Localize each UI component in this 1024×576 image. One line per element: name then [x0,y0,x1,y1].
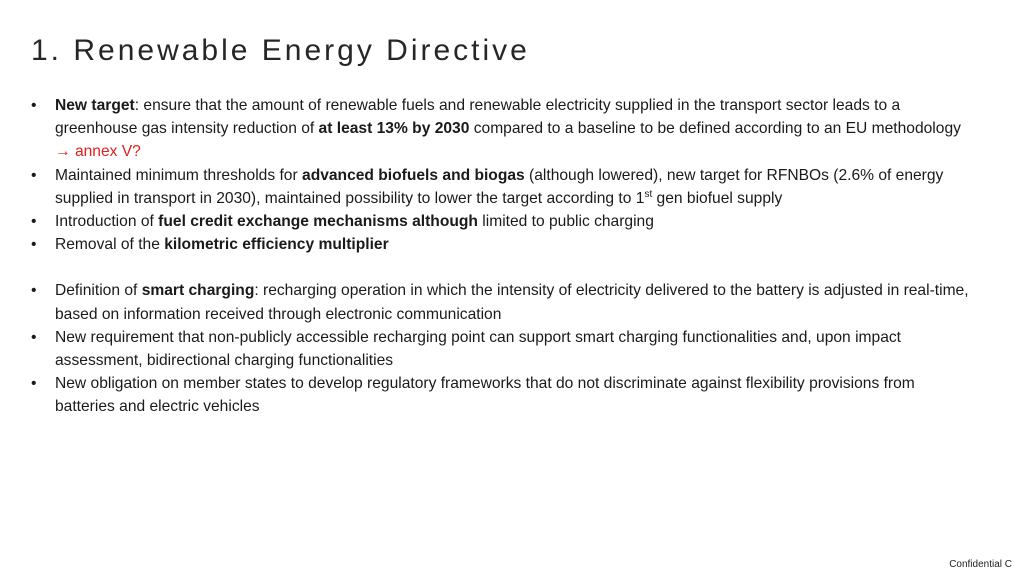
body-text: New requirement that non-publicly accessible recharging point can support smart charging functionalities and, upon impact assessment, bidirectional charging functionalities [55,328,901,370]
bullet-new-target [31,94,976,164]
bullet-kilometric [31,233,976,256]
bullet-icon: • [31,166,37,184]
body-text: Removal of the [55,236,165,254]
bullet-fuel-credit [31,210,976,233]
body-text: New obligation on member states to develop regulatory frameworks that do not discriminate against flexibility provisions from batteries and electric vehicles [55,375,915,416]
superscript: st [644,188,653,200]
bullet-new-requirement [31,326,976,372]
bullet-minimum-thresholds [31,164,976,210]
bullet-icon: • [31,282,37,300]
body-text: gen biofuel supply [652,189,783,207]
bold-text: smart charging [141,282,255,300]
bullet-icon: • [31,213,37,231]
bullet-list [31,94,976,419]
bullet-icon: • [31,236,37,254]
bullet-new-obligation [31,372,976,418]
bullet-icon: • [31,97,37,114]
body-text: Definition of [55,282,142,300]
spacer [31,256,976,279]
bullet-smart-charging [31,279,976,325]
body-text: Introduction of [55,213,159,231]
bold-text: at least 13% by 2030 [318,120,470,138]
arrow-right-icon: → [55,143,71,161]
body-text: limited to public charging [477,213,654,231]
body-text: : ensure that the amount of renewable fuels and renewable electricity supplied in the transport sector leads to a greenhouse gas intensity reduction of [55,97,901,138]
body-text: Maintained minimum thresholds for [55,166,303,184]
body-text: compared to a baseline to be defined according to an EU methodology [469,120,961,138]
bold-text: advanced biofuels and biogas [302,166,525,184]
bold-text: New target [55,97,135,114]
confidential-label: Confidential C [949,559,1012,570]
bullet-icon: • [31,375,37,393]
body-text: : recharging operation in which the intensity of electricity delivered to the battery is adjusted in real-time, based on information received through electronic communication [55,282,969,323]
bold-text: fuel credit exchange mechanisms although [158,213,478,231]
annex-link[interactable]: annex V? [74,143,141,161]
body-text: (although lowered), new target for RFNBOs (2.6% of energy supplied in transport in 2030), maintained possibility to lower the target according to 1 [55,166,944,207]
bullet-icon: • [31,328,37,346]
slide-title: 1. Renewable Energy Directive [31,34,530,67]
bold-text: kilometric efficiency multiplier [164,236,389,254]
